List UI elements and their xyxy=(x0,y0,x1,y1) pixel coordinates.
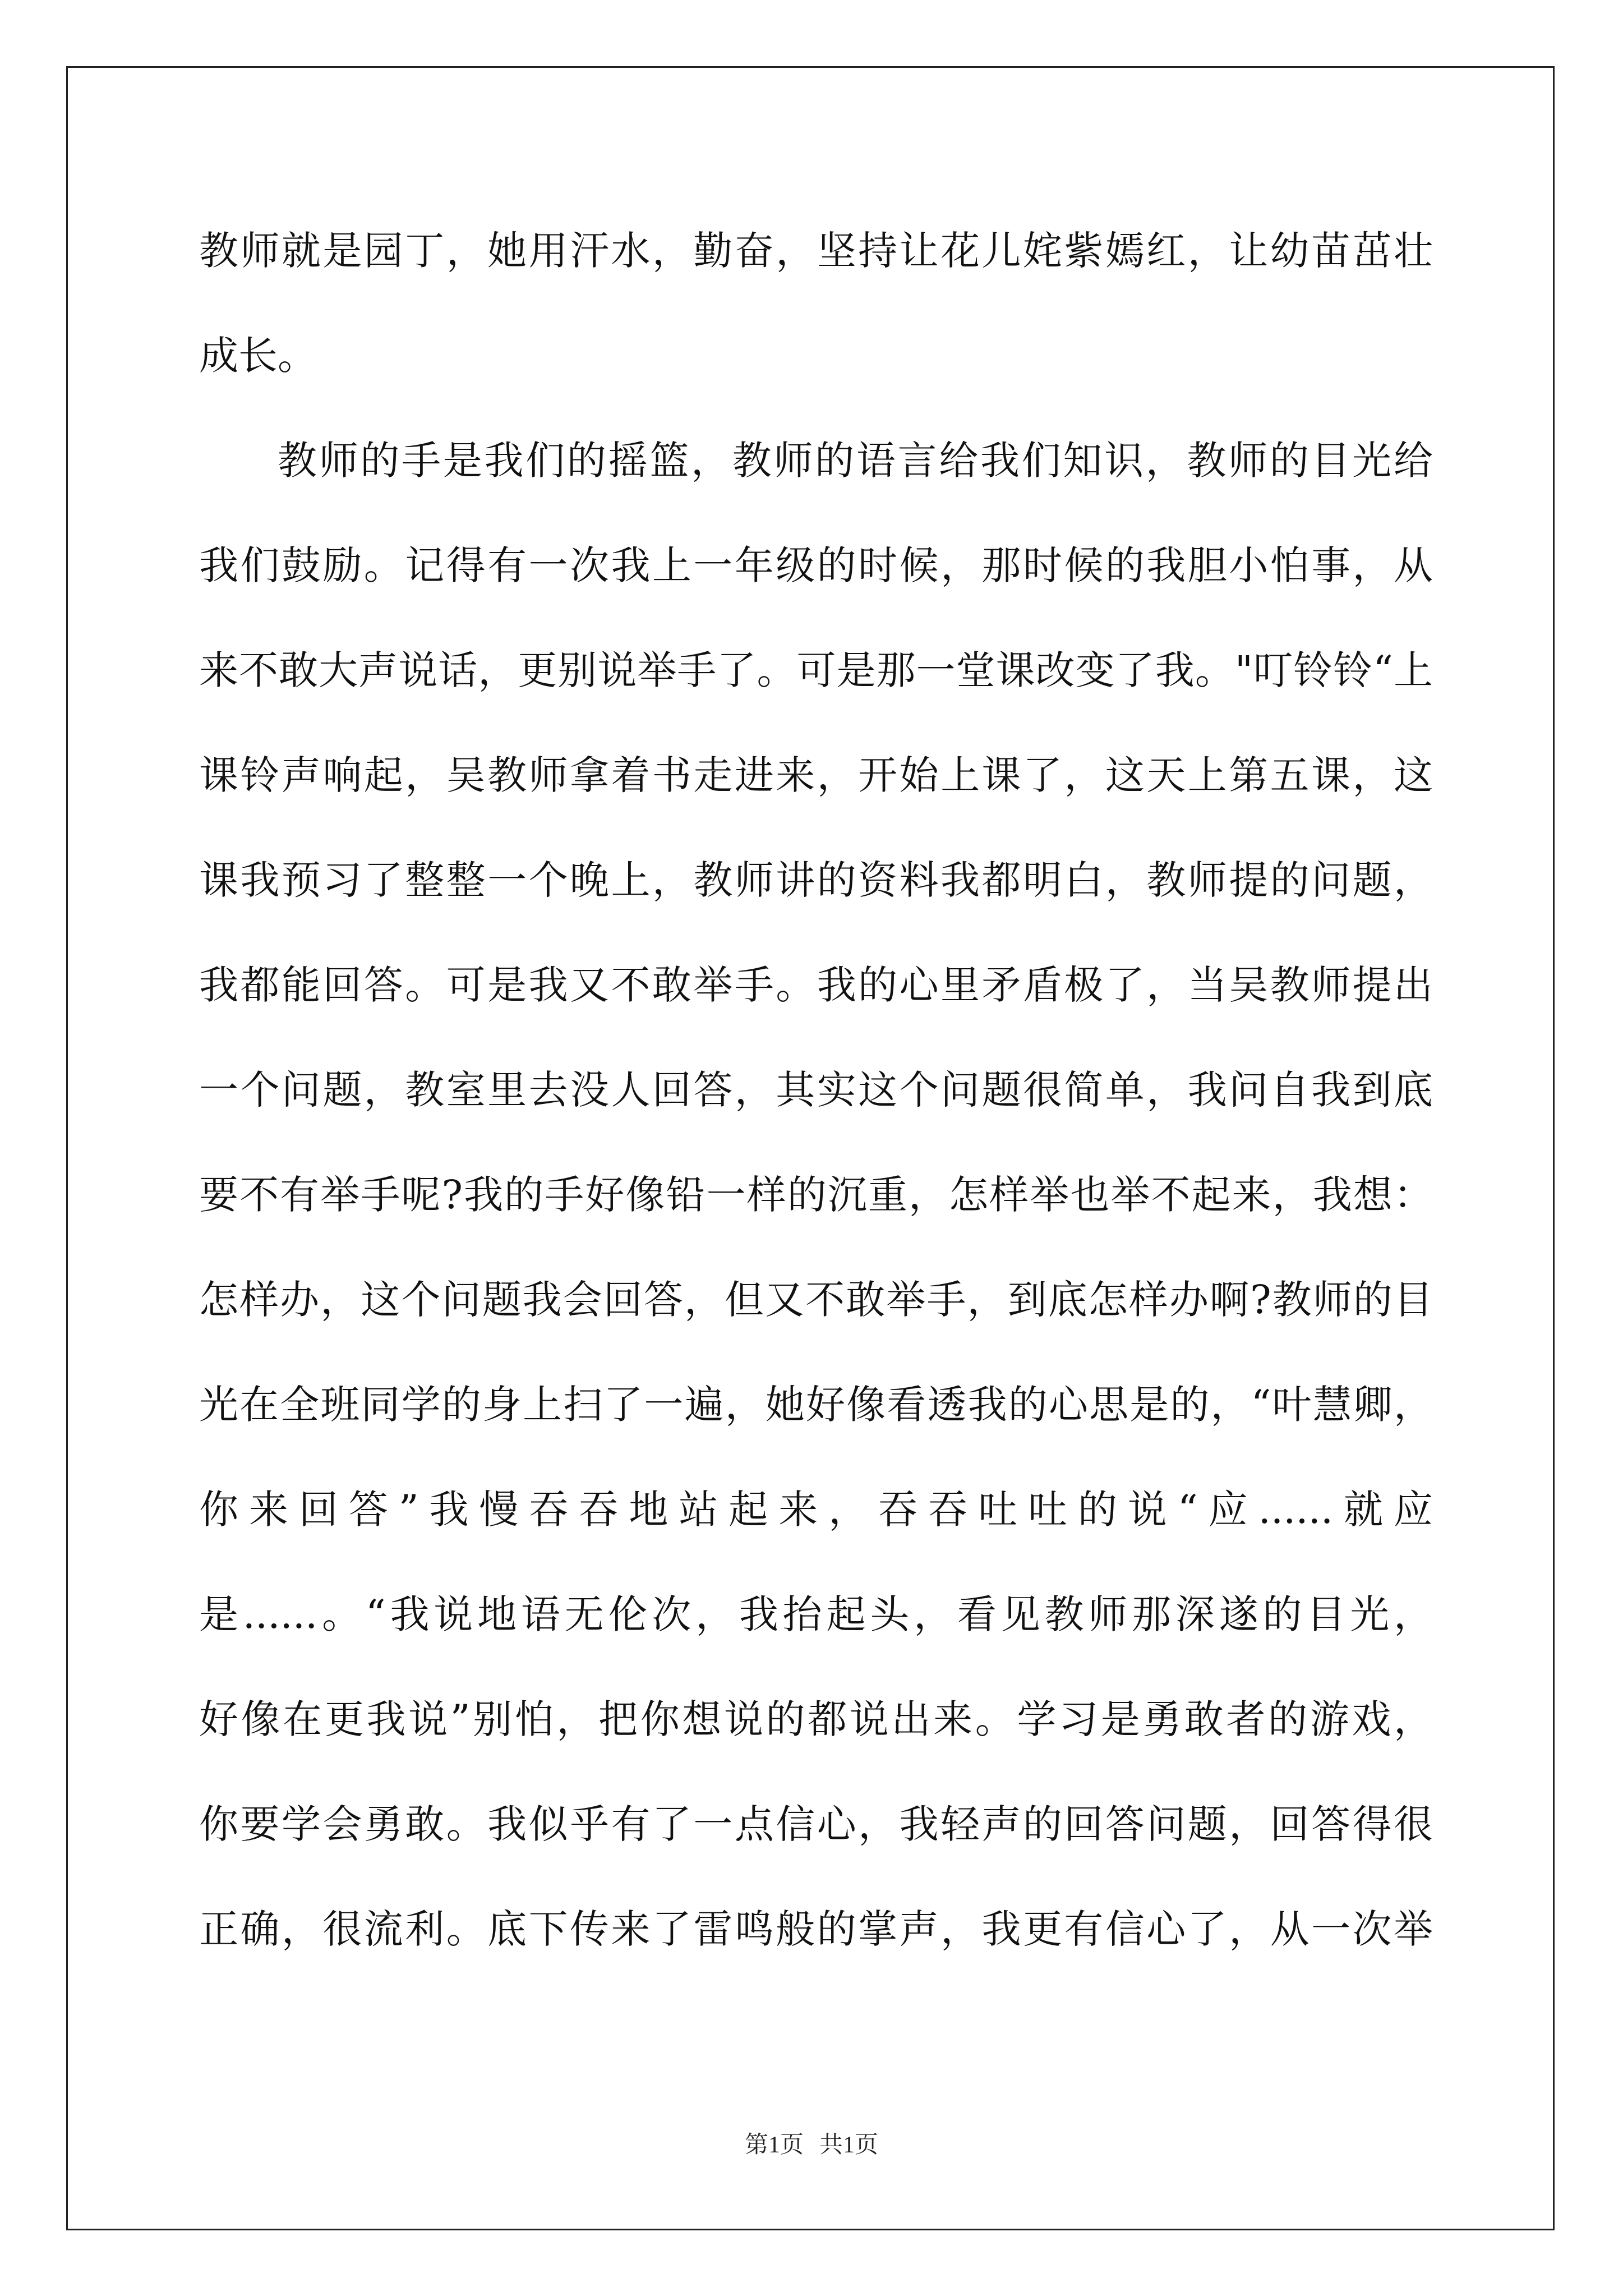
text-line: 课铃声响起，吴教师拿着书走进来，开始上课了，这天上第五课，这 xyxy=(199,752,1433,798)
text-line: 你来回答”我慢吞吞地站起来，吞吞吐吐的说“应......就应 xyxy=(199,1487,1433,1533)
text-line: 我们鼓励。记得有一次我上一年级的时候，那时候的我胆小怕事，从 xyxy=(199,542,1433,588)
text-line: 是......。“我说地语无伦次，我抬起头，看见教师那深遂的目光， xyxy=(199,1591,1433,1637)
text-line: 成长。 xyxy=(199,333,317,379)
page-footer xyxy=(0,2126,1623,2160)
text-line: 要不有举手呢?我的手好像铅一样的沉重，怎样举也举不起来，我想： xyxy=(199,1172,1433,1218)
text-line: 来不敢大声说话，更别说举手了。可是那一堂课改变了我。"叮铃铃“上 xyxy=(199,647,1433,693)
text-line: 教师就是园丁，她用汗水，勤奋，坚持让花儿姹紫嫣红，让幼苗茁壮 xyxy=(199,228,1433,274)
text-line: 好像在更我说”别怕，把你想说的都说出来。学习是勇敢者的游戏， xyxy=(199,1696,1433,1742)
text-line: 光在全班同学的身上扫了一遍，她好像看透我的心思是的，“叶慧卿， xyxy=(199,1382,1433,1428)
text-line: 你要学会勇敢。我似乎有了一点信心，我轻声的回答问题，回答得很 xyxy=(199,1801,1433,1847)
text-line: 一个问题，教室里去没人回答，其实这个问题很简单，我问自我到底 xyxy=(199,1067,1433,1113)
text-line: 教师的手是我们的摇篮，教师的语言给我们知识，教师的目光给 xyxy=(278,438,1433,484)
page-number-total: 共1页 xyxy=(819,2132,879,2158)
text-line: 课我预习了整整一个晚上，教师讲的资料我都明白，教师提的问题， xyxy=(199,857,1433,903)
text-line: 正确，很流利。底下传来了雷鸣般的掌声，我更有信心了，从一次举 xyxy=(199,1906,1433,1952)
text-line: 怎样办，这个问题我会回答，但又不敢举手，到底怎样办啊?教师的目 xyxy=(199,1277,1433,1323)
document-body xyxy=(199,213,1433,1996)
page-number-current: 第1页 xyxy=(744,2132,804,2158)
text-line: 我都能回答。可是我又不敢举手。我的心里矛盾极了，当吴教师提出 xyxy=(199,962,1433,1008)
